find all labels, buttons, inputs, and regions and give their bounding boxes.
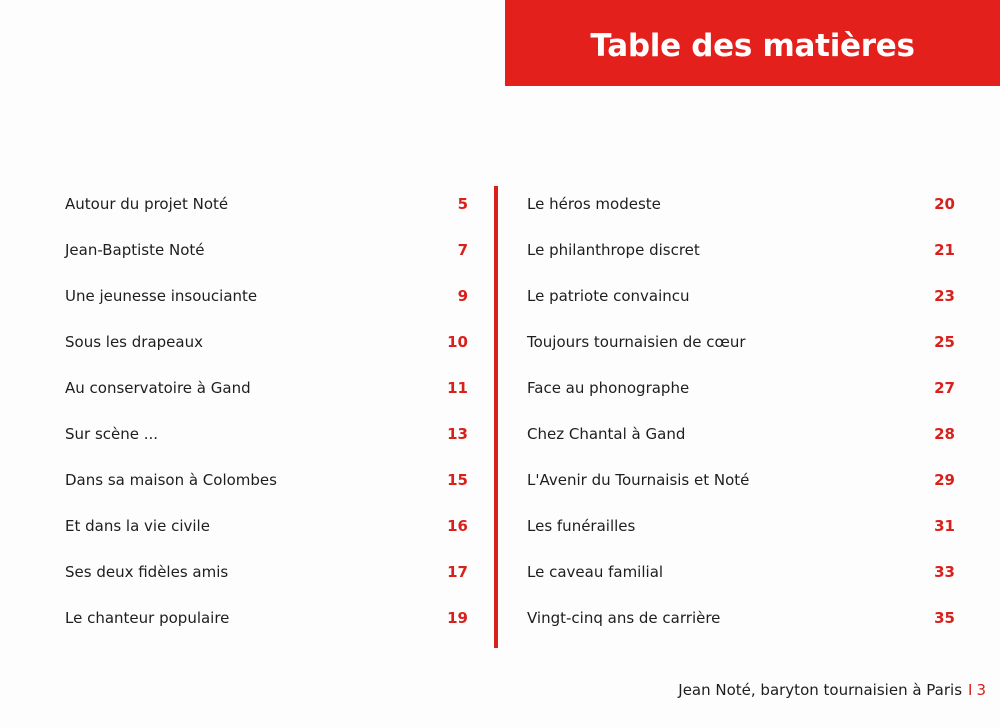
toc-entry-label: Le héros modeste — [527, 195, 661, 213]
running-title: Jean Noté, baryton tournaisien à Paris — [678, 681, 963, 699]
toc-entry-label: Au conservatoire à Gand — [65, 379, 251, 397]
toc-entry-label: Sur scène ... — [65, 425, 159, 443]
toc-entry-page: 17 — [447, 563, 468, 581]
toc-entry-label: Toujours tournaisien de cœur — [527, 333, 746, 351]
toc-column-right — [527, 189, 955, 649]
page-footer — [678, 679, 986, 701]
toc-entry[interactable] — [65, 465, 468, 511]
toc-entry-page: 21 — [934, 241, 955, 259]
toc-entry-label: Autour du projet Noté — [65, 195, 229, 213]
toc-entry-page: 31 — [934, 517, 955, 535]
toc-entry-label: Le patriote convaincu — [527, 287, 690, 305]
toc-entry-page: 15 — [447, 471, 468, 489]
toc-entry-label: Le chanteur populaire — [65, 609, 230, 627]
toc-entry-page: 27 — [934, 379, 955, 397]
toc-entry-label: L'Avenir du Tournaisis et Noté — [527, 471, 750, 489]
toc-entry[interactable] — [527, 281, 955, 327]
toc-entry-page: 10 — [447, 333, 468, 351]
toc-entry-page: 33 — [934, 563, 955, 581]
toc-entry[interactable] — [65, 511, 468, 557]
toc-entry[interactable] — [65, 327, 468, 373]
toc-entry-label: Sous les drapeaux — [65, 333, 203, 351]
toc-entry-page: 29 — [934, 471, 955, 489]
toc-entry-page: 23 — [934, 287, 955, 305]
toc-entry[interactable] — [65, 235, 468, 281]
toc-entry[interactable] — [65, 603, 468, 649]
toc-entry[interactable] — [65, 557, 468, 603]
toc-entry-page: 7 — [457, 241, 468, 259]
toc-entry[interactable] — [527, 511, 955, 557]
toc-entry[interactable] — [527, 235, 955, 281]
title-band — [505, 0, 1000, 86]
page-number: 3 — [976, 681, 986, 699]
toc-entry-page: 20 — [934, 195, 955, 213]
toc-entry-page: 28 — [934, 425, 955, 443]
toc-entry-label: Et dans la vie civile — [65, 517, 210, 535]
toc-entry-label: Le philanthrope discret — [527, 241, 700, 259]
toc-entry-page: 11 — [447, 379, 468, 397]
column-divider — [494, 186, 498, 648]
toc-entry[interactable] — [527, 603, 955, 649]
toc-entry[interactable] — [527, 189, 955, 235]
toc-entry-page: 16 — [447, 517, 468, 535]
toc-entry-label: Les funérailles — [527, 517, 636, 535]
toc-entry-label: Chez Chantal à Gand — [527, 425, 686, 443]
toc-entry[interactable] — [527, 419, 955, 465]
toc-entry[interactable] — [65, 189, 468, 235]
toc-entry-page: 35 — [934, 609, 955, 627]
toc-entry-page: 19 — [447, 609, 468, 627]
page-title: Table des matières — [590, 28, 915, 64]
toc-entry-page: 13 — [447, 425, 468, 443]
toc-entry-page: 9 — [457, 287, 468, 305]
toc-entry[interactable] — [527, 373, 955, 419]
toc-entry[interactable] — [527, 327, 955, 373]
toc-entry-label: Vingt-cinq ans de carrière — [527, 609, 721, 627]
toc-entry[interactable] — [527, 465, 955, 511]
toc-entry[interactable] — [65, 281, 468, 327]
toc-entry-label: Ses deux fidèles amis — [65, 563, 229, 581]
toc-entry-label: Jean-Baptiste Noté — [65, 241, 205, 259]
toc-entry-label: Le caveau familial — [527, 563, 664, 581]
toc-entry-page: 25 — [934, 333, 955, 351]
toc-entry-label: Face au phonographe — [527, 379, 690, 397]
toc-entry[interactable] — [65, 419, 468, 465]
toc-entry-page: 5 — [457, 195, 468, 213]
toc-entry-label: Une jeunesse insouciante — [65, 287, 258, 305]
toc-entry[interactable] — [65, 373, 468, 419]
toc-entry[interactable] — [527, 557, 955, 603]
toc-column-left — [65, 189, 468, 649]
footer-separator: I — [968, 681, 973, 699]
toc-entry-label: Dans sa maison à Colombes — [65, 471, 277, 489]
